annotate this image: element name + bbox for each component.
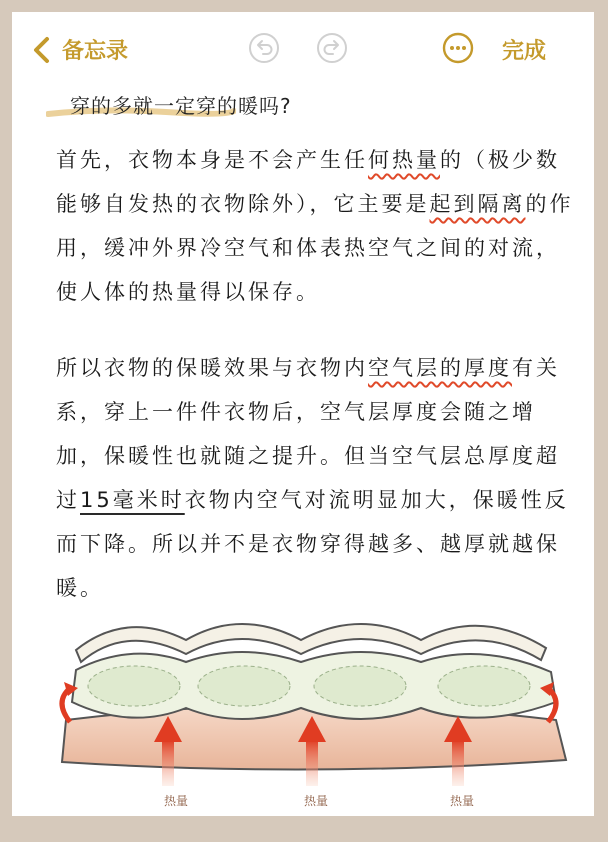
- undo-icon[interactable]: [248, 32, 280, 64]
- more-icon[interactable]: [442, 32, 474, 64]
- redo-icon[interactable]: [316, 32, 348, 64]
- chevron-left-icon: [30, 35, 54, 65]
- p2-text-c: 有关系，穿上一件件衣物后，空气层厚度会随之增加，保暖性也就随之提升。但当空气层总厚度超过: [56, 356, 560, 512]
- p1-text-e: 的作用，缓冲外界冷空气和体表热空气之间的对流，使人体的热量得以保存。: [56, 192, 574, 304]
- back-label: 备忘录: [62, 39, 129, 64]
- heat-label: 热量: [164, 794, 189, 808]
- p2-underline-1: 15毫米时: [80, 488, 185, 512]
- heat-label: 热量: [450, 794, 475, 808]
- note-frame: [12, 12, 594, 816]
- illustration-graphic: [36, 590, 582, 816]
- clothing-layer-illustration: [36, 590, 582, 816]
- subtitle-block: [46, 88, 366, 128]
- p1-wavy-2: 起到隔离: [429, 192, 526, 216]
- done-button[interactable]: 完成: [502, 39, 547, 64]
- paragraph-2[interactable]: [56, 346, 576, 610]
- p1-text-a: 首先，衣物本身是不会产生任: [56, 148, 368, 172]
- paragraph-1[interactable]: [56, 138, 576, 314]
- p1-text-c: 的（极少数能够自发热的衣物除外），它主要是: [56, 148, 560, 216]
- heat-label: 热量: [304, 794, 329, 808]
- p2-text-a: 所以衣物的保暖效果与衣物内: [56, 356, 368, 380]
- note-subtitle: 穿的多就一定穿的暖吗?: [70, 94, 292, 118]
- p1-wavy-1: 何热量: [368, 148, 440, 172]
- back-button[interactable]: [30, 34, 128, 65]
- top-bar: [12, 12, 594, 84]
- p2-wavy-1: 空气层的厚度: [368, 356, 512, 380]
- p2-text-e: 衣物内空气对流明显加大，保暖性反而下降。所以并不是衣物穿得越多、越厚就越保暖。: [56, 488, 569, 600]
